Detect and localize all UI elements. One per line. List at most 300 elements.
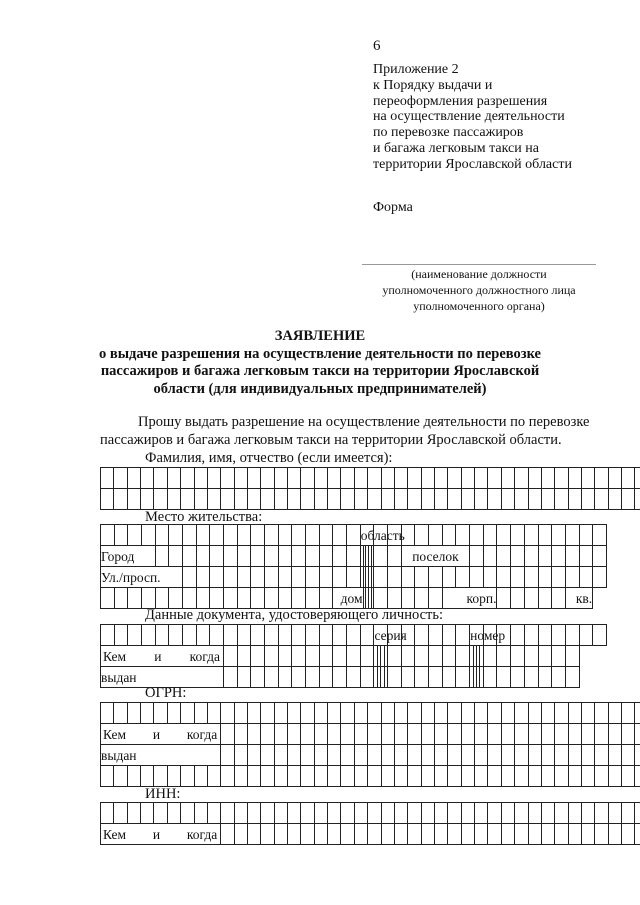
input-cell[interactable]: [381, 824, 394, 845]
input-cell[interactable]: [328, 724, 341, 745]
input-cell[interactable]: [488, 489, 501, 510]
input-cell[interactable]: [565, 625, 579, 646]
input-cell[interactable]: [224, 667, 238, 688]
input-cell[interactable]: [278, 546, 292, 567]
input-cell[interactable]: [128, 588, 142, 609]
input-cell[interactable]: [183, 588, 197, 609]
input-cell[interactable]: [401, 588, 415, 609]
input-cell[interactable]: [306, 667, 320, 688]
input-cell[interactable]: [237, 567, 251, 588]
input-cell[interactable]: [288, 489, 301, 510]
input-cell[interactable]: [461, 766, 474, 787]
input-cell[interactable]: [221, 745, 234, 766]
input-cell[interactable]: [595, 803, 608, 824]
input-cell[interactable]: [421, 745, 434, 766]
input-cell[interactable]: [196, 567, 210, 588]
input-cell[interactable]: [515, 803, 528, 824]
input-cell[interactable]: [288, 745, 301, 766]
input-cell[interactable]: [292, 667, 306, 688]
input-cell[interactable]: [154, 489, 167, 510]
input-cell[interactable]: [528, 468, 541, 489]
input-cell[interactable]: [538, 567, 552, 588]
input-cell[interactable]: [501, 703, 514, 724]
input-cell[interactable]: [374, 588, 388, 609]
input-cell[interactable]: [448, 724, 461, 745]
input-cell[interactable]: [421, 703, 434, 724]
input-cell[interactable]: [183, 567, 197, 588]
input-cell[interactable]: [234, 724, 247, 745]
input-cell[interactable]: [595, 703, 608, 724]
input-cell[interactable]: [568, 724, 581, 745]
input-cell[interactable]: [141, 468, 154, 489]
input-cell[interactable]: [181, 703, 194, 724]
input-cell[interactable]: [347, 625, 361, 646]
input-cell[interactable]: [237, 525, 251, 546]
input-cell[interactable]: [421, 468, 434, 489]
input-cell[interactable]: [394, 803, 407, 824]
input-cell[interactable]: [541, 824, 554, 845]
input-cell[interactable]: [207, 489, 220, 510]
input-cell[interactable]: [501, 766, 514, 787]
input-cell[interactable]: [114, 468, 127, 489]
input-cell[interactable]: [470, 567, 484, 588]
input-cell[interactable]: [141, 803, 154, 824]
input-cell[interactable]: [234, 703, 247, 724]
input-cell[interactable]: [442, 567, 456, 588]
input-cell[interactable]: [501, 724, 514, 745]
input-cell[interactable]: [154, 703, 167, 724]
input-cell[interactable]: [568, 745, 581, 766]
input-cell[interactable]: [265, 646, 279, 667]
input-cell[interactable]: [328, 824, 341, 845]
input-cell[interactable]: [595, 766, 608, 787]
input-cell[interactable]: [347, 525, 361, 546]
input-cell[interactable]: [381, 803, 394, 824]
input-cell[interactable]: [347, 567, 361, 588]
input-cell[interactable]: [247, 766, 260, 787]
input-cell[interactable]: [292, 588, 306, 609]
input-cell[interactable]: [555, 489, 568, 510]
input-cell[interactable]: [555, 803, 568, 824]
input-cell[interactable]: [288, 703, 301, 724]
input-cell[interactable]: [341, 724, 354, 745]
input-cell[interactable]: [394, 703, 407, 724]
input-cell[interactable]: [306, 546, 320, 567]
input-cell[interactable]: [292, 546, 306, 567]
input-cell[interactable]: [237, 546, 251, 567]
input-cell[interactable]: [278, 567, 292, 588]
input-cell[interactable]: [274, 703, 287, 724]
input-cell[interactable]: [183, 546, 197, 567]
input-cell[interactable]: [314, 803, 327, 824]
input-cell[interactable]: [234, 468, 247, 489]
input-cell[interactable]: [415, 567, 429, 588]
input-cell[interactable]: [319, 546, 333, 567]
input-cell[interactable]: [354, 824, 367, 845]
input-cell[interactable]: [394, 766, 407, 787]
input-cell[interactable]: [155, 525, 169, 546]
input-cell[interactable]: [388, 567, 402, 588]
input-cell[interactable]: [194, 703, 207, 724]
input-cell[interactable]: [301, 745, 314, 766]
input-cell[interactable]: [415, 646, 429, 667]
input-cell[interactable]: [237, 588, 251, 609]
input-cell[interactable]: [524, 546, 538, 567]
input-cell[interactable]: [475, 824, 488, 845]
input-cell[interactable]: [528, 766, 541, 787]
input-cell[interactable]: [456, 525, 470, 546]
input-cell[interactable]: [541, 803, 554, 824]
input-cell[interactable]: [541, 745, 554, 766]
input-cell[interactable]: [341, 803, 354, 824]
input-cell[interactable]: [333, 525, 347, 546]
input-cell[interactable]: [154, 468, 167, 489]
input-cell[interactable]: [224, 567, 238, 588]
input-cell[interactable]: [434, 803, 447, 824]
input-cell[interactable]: [301, 703, 314, 724]
input-cell[interactable]: [442, 646, 456, 667]
input-cell[interactable]: [261, 468, 274, 489]
input-cell[interactable]: [515, 766, 528, 787]
input-cell[interactable]: [622, 745, 635, 766]
input-cell[interactable]: [448, 703, 461, 724]
input-cell[interactable]: [368, 724, 381, 745]
input-cell[interactable]: [114, 803, 127, 824]
input-cell[interactable]: [501, 824, 514, 845]
input-cell[interactable]: [207, 468, 220, 489]
input-cell[interactable]: [565, 646, 579, 667]
input-cell[interactable]: [265, 625, 279, 646]
input-cell[interactable]: [278, 646, 292, 667]
input-cell[interactable]: [154, 766, 167, 787]
input-cell[interactable]: [328, 766, 341, 787]
input-cell[interactable]: [524, 567, 538, 588]
input-cell[interactable]: [429, 646, 443, 667]
input-cell[interactable]: [251, 646, 265, 667]
input-cell[interactable]: [608, 489, 621, 510]
input-cell[interactable]: [622, 724, 635, 745]
input-cell[interactable]: [381, 766, 394, 787]
input-cell[interactable]: [333, 646, 347, 667]
input-cell[interactable]: [511, 525, 525, 546]
input-cell[interactable]: [274, 803, 287, 824]
input-cell[interactable]: [341, 703, 354, 724]
input-cell[interactable]: [247, 703, 260, 724]
input-cell[interactable]: [448, 489, 461, 510]
input-cell[interactable]: [528, 803, 541, 824]
input-cell[interactable]: [442, 525, 456, 546]
input-cell[interactable]: [475, 489, 488, 510]
input-cell[interactable]: [142, 525, 156, 546]
input-cell[interactable]: [128, 525, 142, 546]
input-cell[interactable]: [114, 525, 128, 546]
input-cell[interactable]: [341, 766, 354, 787]
input-cell[interactable]: [581, 703, 594, 724]
input-cell[interactable]: [247, 803, 260, 824]
input-cell[interactable]: [251, 667, 265, 688]
input-cell[interactable]: [608, 803, 621, 824]
input-cell[interactable]: [501, 468, 514, 489]
input-cell[interactable]: [401, 646, 415, 667]
input-cell[interactable]: [333, 546, 347, 567]
input-cell[interactable]: [207, 766, 220, 787]
input-cell[interactable]: [141, 766, 154, 787]
input-cell[interactable]: [247, 824, 260, 845]
input-cell[interactable]: [314, 766, 327, 787]
input-cell[interactable]: [555, 468, 568, 489]
input-cell[interactable]: [448, 468, 461, 489]
input-cell[interactable]: [429, 588, 443, 609]
input-cell[interactable]: [207, 703, 220, 724]
input-cell[interactable]: [635, 703, 640, 724]
input-cell[interactable]: [354, 703, 367, 724]
input-cell[interactable]: [579, 567, 593, 588]
input-cell[interactable]: [555, 724, 568, 745]
input-cell[interactable]: [328, 745, 341, 766]
input-cell[interactable]: [381, 703, 394, 724]
input-cell[interactable]: [595, 745, 608, 766]
input-cell[interactable]: [169, 546, 183, 567]
input-cell[interactable]: [528, 703, 541, 724]
input-cell[interactable]: [635, 824, 640, 845]
input-cell[interactable]: [261, 703, 274, 724]
input-cell[interactable]: [415, 667, 429, 688]
input-cell[interactable]: [101, 625, 115, 646]
input-cell[interactable]: [595, 468, 608, 489]
input-cell[interactable]: [421, 824, 434, 845]
input-cell[interactable]: [333, 667, 347, 688]
input-cell[interactable]: [301, 824, 314, 845]
input-cell[interactable]: [194, 468, 207, 489]
input-cell[interactable]: [381, 724, 394, 745]
input-cell[interactable]: [183, 525, 197, 546]
input-cell[interactable]: [288, 824, 301, 845]
input-cell[interactable]: [221, 703, 234, 724]
input-cell[interactable]: [635, 745, 640, 766]
input-cell[interactable]: [169, 588, 183, 609]
input-cell[interactable]: [408, 468, 421, 489]
input-cell[interactable]: [568, 703, 581, 724]
input-cell[interactable]: [524, 588, 538, 609]
input-cell[interactable]: [595, 824, 608, 845]
input-cell[interactable]: [608, 745, 621, 766]
input-cell[interactable]: [210, 625, 224, 646]
input-cell[interactable]: [278, 667, 292, 688]
input-cell[interactable]: [292, 567, 306, 588]
input-cell[interactable]: [456, 567, 470, 588]
input-cell[interactable]: [141, 703, 154, 724]
input-cell[interactable]: [448, 803, 461, 824]
input-cell[interactable]: [501, 489, 514, 510]
input-cell[interactable]: [635, 489, 640, 510]
input-cell[interactable]: [265, 525, 279, 546]
input-cell[interactable]: [581, 745, 594, 766]
input-cell[interactable]: [169, 625, 183, 646]
input-cell[interactable]: [221, 766, 234, 787]
input-cell[interactable]: [127, 468, 140, 489]
input-cell[interactable]: [128, 625, 142, 646]
input-cell[interactable]: [511, 588, 525, 609]
input-cell[interactable]: [278, 525, 292, 546]
input-cell[interactable]: [488, 803, 501, 824]
input-cell[interactable]: [314, 724, 327, 745]
input-cell[interactable]: [421, 489, 434, 510]
input-cell[interactable]: [475, 745, 488, 766]
input-cell[interactable]: [579, 625, 593, 646]
input-cell[interactable]: [101, 468, 114, 489]
input-cell[interactable]: [221, 489, 234, 510]
input-cell[interactable]: [301, 803, 314, 824]
input-cell[interactable]: [314, 468, 327, 489]
input-cell[interactable]: [524, 525, 538, 546]
input-cell[interactable]: [470, 525, 484, 546]
input-cell[interactable]: [354, 724, 367, 745]
input-cell[interactable]: [196, 588, 210, 609]
input-cell[interactable]: [581, 724, 594, 745]
input-cell[interactable]: [306, 625, 320, 646]
input-cell[interactable]: [114, 489, 127, 510]
input-cell[interactable]: [251, 567, 265, 588]
input-cell[interactable]: [497, 646, 511, 667]
input-cell[interactable]: [381, 468, 394, 489]
input-cell[interactable]: [538, 546, 552, 567]
input-cell[interactable]: [194, 766, 207, 787]
input-cell[interactable]: [421, 724, 434, 745]
input-cell[interactable]: [483, 646, 497, 667]
input-cell[interactable]: [224, 625, 238, 646]
input-cell[interactable]: [555, 824, 568, 845]
input-cell[interactable]: [565, 525, 579, 546]
input-cell[interactable]: [288, 724, 301, 745]
input-cell[interactable]: [237, 646, 251, 667]
input-cell[interactable]: [354, 468, 367, 489]
input-cell[interactable]: [581, 824, 594, 845]
input-cell[interactable]: [210, 588, 224, 609]
input-cell[interactable]: [538, 525, 552, 546]
input-cell[interactable]: [196, 546, 210, 567]
input-cell[interactable]: [360, 667, 374, 688]
input-cell[interactable]: [292, 625, 306, 646]
input-cell[interactable]: [442, 667, 456, 688]
input-cell[interactable]: [515, 824, 528, 845]
input-cell[interactable]: [470, 546, 484, 567]
input-cell[interactable]: [374, 546, 388, 567]
input-cell[interactable]: [528, 824, 541, 845]
input-cell[interactable]: [319, 667, 333, 688]
input-cell[interactable]: [401, 567, 415, 588]
input-cell[interactable]: [288, 803, 301, 824]
input-cell[interactable]: [635, 766, 640, 787]
input-cell[interactable]: [221, 724, 234, 745]
input-cell[interactable]: [608, 703, 621, 724]
input-cell[interactable]: [388, 646, 402, 667]
input-cell[interactable]: [167, 489, 180, 510]
input-cell[interactable]: [196, 525, 210, 546]
input-cell[interactable]: [368, 489, 381, 510]
document-grid[interactable]: [100, 624, 607, 688]
input-cell[interactable]: [461, 824, 474, 845]
input-cell[interactable]: [183, 625, 197, 646]
input-cell[interactable]: [354, 766, 367, 787]
input-cell[interactable]: [360, 646, 374, 667]
input-cell[interactable]: [237, 667, 251, 688]
input-cell[interactable]: [341, 489, 354, 510]
input-cell[interactable]: [154, 803, 167, 824]
input-cell[interactable]: [497, 588, 511, 609]
inn-grid[interactable]: [100, 802, 640, 845]
input-cell[interactable]: [488, 703, 501, 724]
input-cell[interactable]: [622, 803, 635, 824]
input-cell[interactable]: [483, 525, 497, 546]
input-cell[interactable]: [608, 766, 621, 787]
input-cell[interactable]: [274, 724, 287, 745]
input-cell[interactable]: [515, 489, 528, 510]
input-cell[interactable]: [565, 546, 579, 567]
input-cell[interactable]: [434, 745, 447, 766]
input-cell[interactable]: [101, 703, 114, 724]
input-cell[interactable]: [394, 489, 407, 510]
input-cell[interactable]: [319, 588, 333, 609]
input-cell[interactable]: [434, 724, 447, 745]
input-cell[interactable]: [196, 625, 210, 646]
input-cell[interactable]: [434, 703, 447, 724]
input-cell[interactable]: [210, 567, 224, 588]
input-cell[interactable]: [354, 489, 367, 510]
input-cell[interactable]: [448, 745, 461, 766]
input-cell[interactable]: [515, 468, 528, 489]
input-cell[interactable]: [274, 745, 287, 766]
input-cell[interactable]: [251, 625, 265, 646]
input-cell[interactable]: [388, 546, 402, 567]
input-cell[interactable]: [581, 803, 594, 824]
input-cell[interactable]: [181, 766, 194, 787]
input-cell[interactable]: [292, 646, 306, 667]
input-cell[interactable]: [301, 468, 314, 489]
input-cell[interactable]: [483, 667, 497, 688]
input-cell[interactable]: [234, 489, 247, 510]
input-cell[interactable]: [127, 766, 140, 787]
input-cell[interactable]: [224, 588, 238, 609]
input-cell[interactable]: [511, 625, 525, 646]
input-cell[interactable]: [593, 567, 607, 588]
input-cell[interactable]: [210, 546, 224, 567]
input-cell[interactable]: [301, 489, 314, 510]
input-cell[interactable]: [461, 745, 474, 766]
input-cell[interactable]: [461, 803, 474, 824]
input-cell[interactable]: [429, 567, 443, 588]
input-cell[interactable]: [622, 766, 635, 787]
input-cell[interactable]: [488, 745, 501, 766]
input-cell[interactable]: [155, 625, 169, 646]
input-cell[interactable]: [515, 724, 528, 745]
input-cell[interactable]: [394, 724, 407, 745]
input-cell[interactable]: [456, 625, 470, 646]
input-cell[interactable]: [434, 489, 447, 510]
input-cell[interactable]: [415, 588, 429, 609]
input-cell[interactable]: [251, 525, 265, 546]
input-cell[interactable]: [475, 724, 488, 745]
input-cell[interactable]: [181, 489, 194, 510]
input-cell[interactable]: [306, 567, 320, 588]
input-cell[interactable]: [169, 525, 183, 546]
input-cell[interactable]: [608, 824, 621, 845]
input-cell[interactable]: [101, 803, 114, 824]
input-cell[interactable]: [292, 525, 306, 546]
input-cell[interactable]: [541, 489, 554, 510]
input-cell[interactable]: [429, 625, 443, 646]
input-cell[interactable]: [347, 667, 361, 688]
input-cell[interactable]: [448, 824, 461, 845]
